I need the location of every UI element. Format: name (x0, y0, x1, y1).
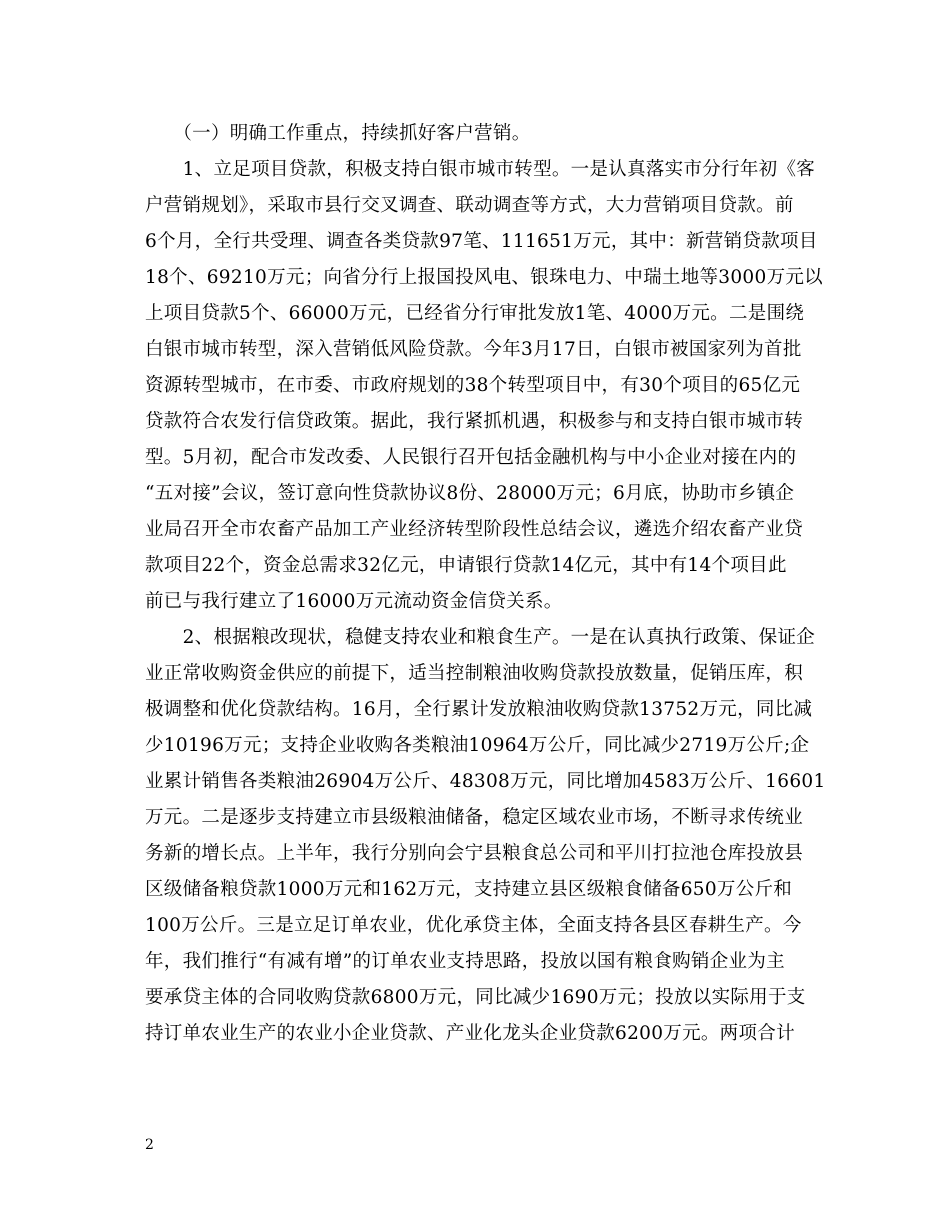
paragraph-line: 持订单农业生产的农业小企业贷款、产业化龙头企业贷款6200万元。两项合计 (145, 1023, 795, 1044)
paragraph-line: 极调整和优化贷款结构。16月，全行累计发放粮油收购贷款13752万元，同比减 (145, 699, 813, 720)
paragraph-line: 贷款符合农发行信贷政策。据此，我行紧抓机遇，积极参与和支持白银市城市转 (145, 411, 804, 432)
paragraph-line: 务新的增长点。上半年，我行分别向会宁县粮食总公司和平川打拉池仓库投放县 (145, 843, 804, 864)
paragraph-line: 2、根据粮改现状，稳健支持农业和粮食生产。一是在认真执行政策、保证企 (145, 627, 816, 648)
paragraph-line: 型。5月初，配合市发改委、人民银行召开包括金融机构与中小企业对接在内的 (145, 447, 797, 468)
paragraph-line: 年，我们推行“有减有增”的订单农业支持思路，投放以国有粮食购销企业为主 (145, 951, 785, 972)
paragraph-line: 业局召开全市农畜产品加工产业经济转型阶段性总结会议，遴选介绍农畜产业贷 (145, 519, 804, 540)
section-heading: （一）明确工作重点，持续抓好客户营销。 (145, 123, 531, 144)
paragraph-line: 万元。二是逐步支持建立市县级粮油储备，稳定区域农业市场，不断寻求传统业 (145, 807, 804, 828)
paragraph-line: 前已与我行建立了16000万元流动资金信贷关系。 (145, 591, 563, 612)
paragraph-line: 上项目贷款5个、66000万元，已经省分行审批发放1笔、4000万元。二是围绕 (145, 303, 805, 324)
paragraph-line: 业正常收购资金供应的前提下，适当控制粮油收购贷款投放数量，促销压库，积 (145, 663, 804, 684)
paragraph-line: “五对接”会议，签订意向性贷款协议8份、28000万元；6月底，协助市乡镇企 (145, 483, 795, 504)
paragraph-line: 白银市城市转型，深入营销低风险贷款。今年3月17日，白银市被国家列为首批 (145, 339, 802, 360)
paragraph-line: 款项目22个，资金总需求32亿元，申请银行贷款14亿元，其中有14个项目此 (145, 555, 787, 576)
paragraph-line: 1、立足项目贷款，积极支持白银市城市转型。一是认真落实市分行年初《客 (145, 159, 816, 180)
paragraph-line: 业累计销售各类粮油26904万公斤、48308万元，同比增加4583万公斤、16601 (145, 771, 826, 792)
paragraph-line: 资源转型城市，在市委、市政府规划的38个转型项目中，有30个项目的65亿元 (145, 375, 801, 396)
paragraph-line: 区级储备粮贷款1000万元和162万元，支持建立县区级粮食储备650万公斤和 (145, 879, 793, 900)
paragraph-line: 18个、69210万元；向省分行上报国投风电、银珠电力、中瑞土地等3000万元以 (145, 267, 823, 288)
paragraph-line: 户营销规划》，采取市县行交叉调查、联动调查等方式，大力营销项目贷款。前 (145, 195, 794, 216)
page-number: 2 (145, 1137, 154, 1153)
paragraph-line: 少10196万元；支持企业收购各类粮油10964万公斤，同比减少2719万公斤;企 (145, 735, 810, 756)
paragraph-line: 6个月，全行共受理、调查各类贷款97笔、111651万元，其中：新营销贷款项目 (145, 231, 818, 252)
paragraph-line: 100万公斤。三是立足订单农业，优化承贷主体，全面支持各县区春耕生产。今 (145, 915, 802, 936)
paragraph-line: 要承贷主体的合同收购贷款6800万元，同比减少1690万元；投放以实际用于支 (145, 987, 806, 1008)
